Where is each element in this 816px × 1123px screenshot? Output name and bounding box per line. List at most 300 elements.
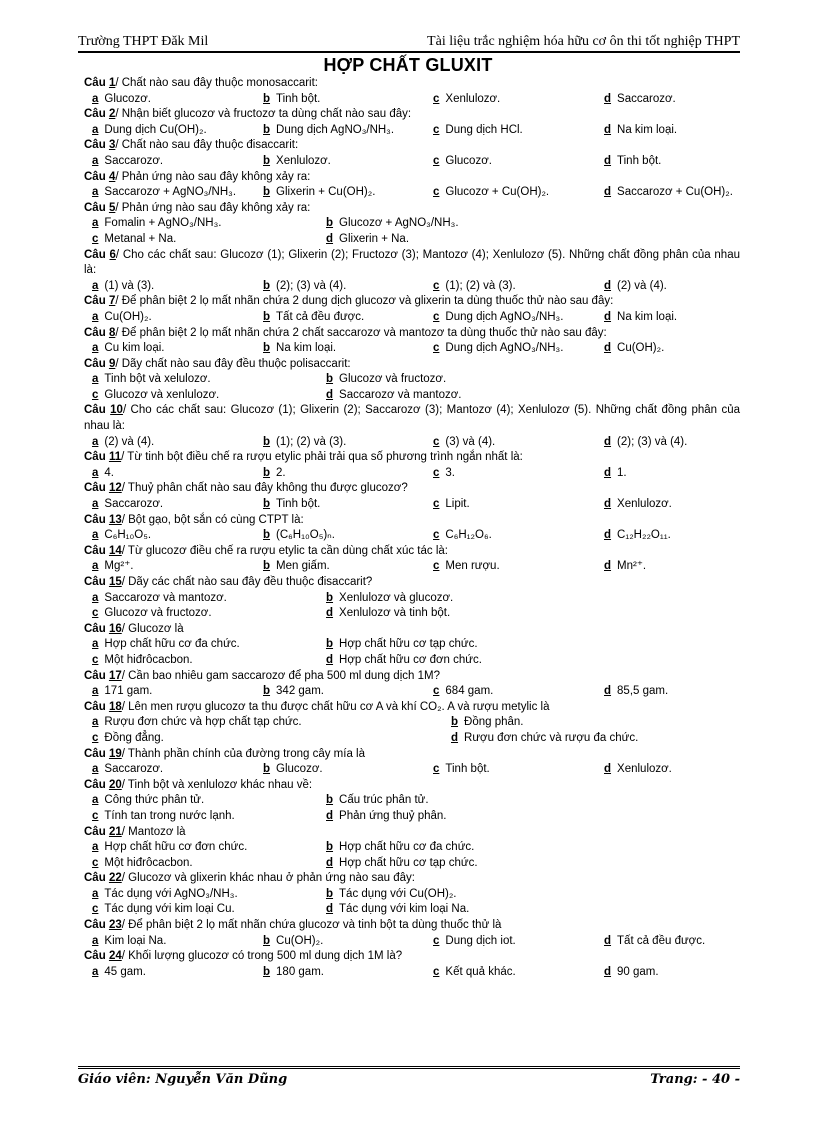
option-text: Mn²⁺. (617, 560, 647, 573)
option-letter: d (326, 388, 334, 401)
answer-row (78, 279, 740, 295)
option-text: (2); (3) và (4). (276, 279, 347, 292)
option-letter: b (326, 794, 334, 807)
question-label: Câu (84, 139, 106, 152)
option-text: Tính tan trong nước lạnh. (104, 809, 235, 822)
option-letter: a (92, 638, 99, 651)
question-num: 10 (110, 404, 123, 417)
question-stem: / Bột gạo, bột sắn có cùng CTPT là: (121, 513, 304, 526)
question-number (84, 77, 115, 89)
answer-row (78, 840, 740, 856)
option-letter: d (604, 763, 612, 776)
option-text: Saccarozơ + Cu(OH)₂. (617, 186, 733, 199)
option-letter: a (92, 435, 99, 448)
answer-row (78, 559, 740, 575)
answer-option-a (92, 185, 236, 201)
question-text (78, 403, 740, 434)
answer-row (78, 154, 740, 170)
option-text: Tinh bột. (617, 154, 662, 167)
question-label: Câu (84, 747, 106, 760)
question-number (84, 779, 122, 791)
answer-option-b (263, 965, 324, 981)
option-text: Glucozơ. (445, 154, 492, 167)
answer-option-c (433, 762, 490, 778)
question-number (84, 514, 122, 526)
question-stem: / Glucozơ và glixerin khác nhau ở phản ứng nào sau đây: (121, 872, 415, 885)
question-stem: / Khối lượng glucozơ có trong 500 ml dung dịch 1M là? (121, 950, 403, 963)
answer-option-d (604, 123, 677, 139)
answer-row (78, 902, 740, 918)
question-label: Câu (84, 357, 106, 370)
answer-option-b (263, 435, 346, 451)
question-num: 12 (108, 482, 122, 495)
question-text (78, 575, 740, 591)
question-item (78, 949, 740, 980)
question-number (84, 451, 121, 463)
question-text (78, 481, 740, 497)
question-number (84, 202, 115, 214)
question-stem: / Dãy các chất nào sau đây đều thuộc đisaccarit? (121, 576, 373, 588)
question-text (78, 107, 740, 123)
answer-option-d (604, 279, 667, 295)
question-text (78, 825, 740, 841)
option-text: Hợp chất hữu cơ đa chức. (104, 638, 240, 651)
option-letter: b (263, 560, 271, 573)
option-letter: c (92, 731, 99, 744)
option-letter: c (433, 186, 440, 199)
question-item (78, 622, 740, 669)
option-letter: a (92, 498, 99, 511)
page-number: Trang: - 40 - (650, 1072, 740, 1087)
option-letter: c (92, 856, 99, 869)
option-letter: b (326, 638, 334, 651)
option-text: Saccarozơ. (617, 92, 676, 105)
option-text: 180 gam. (276, 965, 324, 978)
option-letter: c (433, 435, 440, 448)
answer-option-d (604, 92, 676, 108)
question-text (78, 201, 740, 217)
answer-row (78, 216, 740, 232)
option-text: Na kim loại. (617, 123, 678, 136)
page-header (78, 34, 740, 52)
question-num: 23 (108, 919, 122, 932)
question-num: 17 (108, 669, 122, 682)
option-letter: c (92, 653, 99, 666)
question-item (78, 248, 740, 295)
answer-option-a (92, 840, 247, 856)
answer-option-d (604, 965, 659, 981)
question-label: Câu (84, 872, 106, 885)
question-item (78, 871, 740, 918)
question-stem: / Để phân biệt 2 lọ mất nhãn chứa 2 dung dịch glucozơ và glixerin ta dùng thuốc thử nào sau đây: (115, 295, 614, 308)
answer-row (78, 466, 740, 482)
answer-option-c (92, 388, 219, 404)
answer-option-b (326, 216, 459, 232)
answer-option-b (263, 310, 364, 326)
option-letter: d (604, 310, 612, 323)
answer-option-c (92, 653, 193, 669)
option-text: (2) và (4). (617, 279, 667, 292)
question-text (78, 669, 740, 685)
answer-option-a (92, 216, 221, 232)
option-text: Glixerin + Cu(OH)₂. (276, 186, 376, 199)
question-number (84, 139, 115, 151)
question-number (84, 249, 116, 261)
option-letter: d (326, 856, 334, 869)
option-text: Men rượu. (445, 560, 500, 573)
answer-option-b (326, 637, 478, 653)
answer-option-d (326, 653, 482, 669)
option-letter: d (604, 154, 612, 167)
question-num: 3 (108, 139, 116, 152)
answer-option-a (92, 934, 166, 950)
option-text: Saccarozơ và mantozơ. (339, 388, 462, 401)
option-text: 4. (104, 466, 114, 479)
answer-option-b (326, 793, 429, 809)
option-text: Xenlulozơ và tinh bột. (339, 607, 451, 620)
option-letter: b (263, 310, 271, 323)
answer-option-d (604, 435, 687, 451)
option-letter: d (604, 934, 612, 947)
question-label: Câu (84, 170, 106, 183)
question-label: Câu (84, 513, 106, 526)
question-label: Câu (84, 700, 106, 713)
answer-option-b (263, 341, 336, 357)
option-text: C₆H₁₂O₆. (445, 529, 492, 542)
answer-option-b (326, 840, 474, 856)
option-text: Cu(OH)₂. (617, 342, 665, 355)
option-text: Glucozơ và fructozơ. (104, 607, 212, 620)
answer-row (78, 684, 740, 700)
answer-row (78, 606, 740, 622)
answer-option-d (326, 232, 409, 248)
option-text: Công thức phân tử. (104, 794, 205, 807)
answer-option-c (433, 466, 455, 482)
answer-row (78, 965, 740, 981)
answer-row (78, 856, 740, 872)
answer-row (78, 762, 740, 778)
question-number (84, 872, 122, 884)
answer-option-c (433, 185, 549, 201)
question-num: 19 (108, 747, 122, 760)
answer-row (78, 310, 740, 326)
option-letter: a (92, 887, 99, 900)
question-stem: / Chất nào sau đây thuộc monosaccarit: (115, 77, 318, 89)
option-text: (2) và (4). (104, 435, 155, 448)
answer-option-d (604, 341, 664, 357)
question-text (78, 248, 740, 279)
option-letter: b (263, 965, 271, 978)
answer-option-d (326, 809, 446, 825)
question-num: 16 (108, 622, 122, 635)
option-text: Hợp chất hữu cơ đơn chức. (104, 841, 248, 854)
answer-option-d (604, 466, 627, 482)
question-label: Câu (84, 950, 106, 963)
option-letter: a (92, 217, 99, 230)
answer-row (78, 809, 740, 825)
answer-row (78, 232, 740, 248)
option-text: Dung dịch Cu(OH)₂. (104, 123, 207, 136)
option-text: Mg²⁺. (104, 560, 134, 573)
option-text: C₁₂H₂₂O₁₁. (617, 529, 671, 542)
option-text: Glucozơ. (104, 92, 151, 105)
option-letter: b (263, 186, 271, 199)
option-text: Dung dịch iot. (445, 934, 516, 947)
answer-option-d (604, 762, 672, 778)
answer-option-c (433, 435, 495, 451)
question-text (78, 450, 740, 466)
option-text: 684 gam. (445, 685, 494, 698)
answer-option-d (604, 559, 646, 575)
option-letter: a (92, 92, 99, 105)
option-text: Glucozơ và fructozơ. (339, 373, 447, 386)
option-letter: b (263, 92, 271, 105)
answer-option-a (92, 372, 211, 388)
question-text (78, 871, 740, 887)
option-letter: b (263, 154, 271, 167)
question-item (78, 825, 740, 872)
option-text: (2); (3) và (4). (617, 435, 688, 448)
question-label: Câu (84, 451, 106, 464)
answer-option-a (92, 466, 114, 482)
option-text: Tinh bột và xelulozơ. (104, 373, 211, 386)
question-item (78, 201, 740, 248)
option-text: Một hiđrôcacbon. (104, 653, 193, 666)
answer-option-c (92, 902, 235, 918)
answer-row (78, 653, 740, 669)
option-text: Na kim loại. (276, 342, 337, 355)
question-text (78, 544, 740, 560)
option-text: 90 gam. (617, 965, 659, 978)
question-number (84, 670, 122, 682)
option-letter: c (433, 965, 440, 978)
question-label: Câu (84, 576, 106, 588)
option-letter: a (92, 279, 99, 292)
option-letter: b (263, 279, 271, 292)
option-letter: d (326, 653, 334, 666)
option-text: Tác dụng với Cu(OH)₂. (339, 887, 457, 900)
question-label: Câu (84, 248, 106, 261)
option-text: Đồng phân. (464, 716, 524, 729)
question-num: 7 (108, 295, 116, 308)
option-letter: b (263, 934, 271, 947)
question-item (78, 778, 740, 825)
question-item (78, 76, 740, 107)
answer-option-c (433, 684, 493, 700)
option-letter: c (433, 560, 440, 573)
answer-option-a (92, 123, 207, 139)
answer-option-c (92, 809, 235, 825)
question-stem: / Thành phần chính của đường trong cây mía là (121, 747, 365, 760)
option-letter: b (326, 217, 334, 230)
option-text: (3) và (4). (445, 435, 496, 448)
option-text: (1); (2) và (3). (445, 279, 516, 292)
option-letter: a (92, 342, 99, 355)
option-text: (1); (2) và (3). (276, 435, 347, 448)
option-text: Kim loại Na. (104, 934, 167, 947)
option-letter: c (92, 809, 99, 822)
option-text: Kết quả khác. (445, 965, 516, 978)
question-number (84, 950, 122, 962)
option-letter: a (92, 310, 99, 323)
question-num: 21 (108, 825, 122, 838)
answer-option-a (92, 762, 163, 778)
option-letter: a (92, 154, 99, 167)
question-stem: / Cho các chất sau: Glucozơ (1); Glixerin (2); Saccarozơ (3); Mantozơ (4); Xenlulozơ (5). Những chất đồng phân của nhau là: (84, 404, 741, 433)
answer-row (78, 341, 740, 357)
question-number (84, 701, 122, 713)
answer-row (78, 388, 740, 404)
answer-option-d (451, 731, 638, 747)
question-stem: / Để phân biệt 2 lọ mất nhãn chứa 2 chất saccarozơ và mantozơ ta dùng thuốc thử nào sau đây: (115, 326, 607, 339)
option-letter: c (433, 154, 440, 167)
answer-option-a (92, 528, 151, 544)
answer-option-a (92, 965, 146, 981)
answer-option-c (92, 856, 193, 872)
option-text: Tác dụng với AgNO₃/NH₃. (104, 887, 238, 900)
question-number (84, 171, 115, 183)
answer-option-c (433, 92, 500, 108)
question-item (78, 544, 740, 575)
question-number (84, 327, 115, 339)
question-stem: / Chất nào sau đây thuộc đisaccarit: (115, 139, 299, 152)
option-letter: b (263, 685, 271, 698)
option-letter: a (92, 466, 99, 479)
question-list (78, 76, 740, 980)
option-text: Đồng đẳng. (104, 731, 164, 744)
answer-option-d (604, 185, 733, 201)
option-text: Cu(OH)₂. (104, 310, 152, 323)
answer-option-d (604, 528, 671, 544)
option-text: Glucozơ + AgNO₃/NH₃. (339, 217, 459, 230)
answer-row (78, 123, 740, 139)
answer-option-a (92, 887, 238, 903)
question-text (78, 918, 740, 934)
answer-row (78, 185, 740, 201)
answer-option-a (92, 793, 204, 809)
answer-row (78, 715, 740, 731)
answer-option-c (433, 123, 523, 139)
header-rule (78, 51, 740, 53)
option-letter: a (92, 373, 99, 386)
question-text (78, 622, 740, 638)
option-letter: a (92, 841, 99, 854)
question-label: Câu (84, 201, 106, 214)
option-text: Tất cả đều được. (617, 934, 706, 947)
question-text (78, 357, 740, 373)
option-letter: a (92, 685, 99, 698)
question-text (78, 949, 740, 965)
question-number (84, 482, 122, 494)
question-text (78, 778, 740, 794)
answer-option-b (326, 591, 453, 607)
option-text: Tất cả đều được. (276, 310, 365, 323)
answer-option-a (92, 435, 154, 451)
option-letter: d (604, 186, 612, 199)
option-letter: d (604, 685, 612, 698)
option-text: Saccarozơ. (104, 498, 164, 511)
option-text: Rượu đơn chức và hợp chất tạp chức. (104, 716, 302, 729)
question-number (84, 295, 115, 307)
option-letter: c (433, 498, 440, 511)
answer-option-c (92, 232, 176, 248)
question-item (78, 575, 740, 622)
option-text: Tinh bột. (276, 92, 321, 105)
document-subtitle: Tài liệu trắc nghiệm hóa hữu cơ ôn thi tốt nghiệp THPT (427, 34, 740, 49)
answer-option-b (263, 123, 394, 139)
option-letter: b (263, 466, 271, 479)
option-letter: c (433, 685, 440, 698)
option-text: Hợp chất hữu cơ tạp chức. (339, 638, 478, 651)
question-item (78, 747, 740, 778)
answer-option-d (326, 606, 450, 622)
answer-option-b (326, 887, 457, 903)
answer-option-d (604, 934, 705, 950)
answer-option-a (92, 92, 151, 108)
option-letter: b (451, 716, 459, 729)
question-item (78, 403, 740, 450)
option-text: Tinh bột. (276, 498, 321, 511)
answer-option-d (604, 310, 677, 326)
option-letter: b (263, 123, 271, 136)
answer-row (78, 793, 740, 809)
option-letter: a (92, 965, 99, 978)
answer-option-b (263, 92, 320, 108)
answer-option-a (92, 591, 227, 607)
question-num: 8 (108, 326, 116, 339)
option-letter: a (92, 934, 99, 947)
option-text: Dung dịch AgNO₃/NH₃. (445, 310, 564, 323)
question-text (78, 294, 740, 310)
option-text: (1) và (3). (104, 279, 155, 292)
question-item (78, 700, 740, 747)
question-number (84, 358, 115, 370)
question-item (78, 170, 740, 201)
question-stem: / Glucozơ là (121, 622, 184, 635)
option-text: Rượu đơn chức và rượu đa chức. (464, 731, 639, 744)
question-item (78, 918, 740, 949)
answer-option-b (263, 684, 324, 700)
question-num: 4 (108, 170, 116, 183)
question-stem: / Nhận biết glucozơ và fructozơ ta dùng chất nào sau đây: (115, 108, 412, 121)
option-letter: c (92, 232, 99, 245)
question-item (78, 138, 740, 169)
question-stem: / Từ tinh bột điều chế ra rượu etylic phải trải qua số phương trình ngắn nhất là: (121, 451, 523, 464)
question-stem: / Phản ứng nào sau đây không xảy ra: (115, 170, 311, 183)
answer-option-c (433, 154, 492, 170)
question-text (78, 513, 740, 529)
school-name: Trường THPT Đăk Mil (78, 34, 209, 49)
question-number (84, 623, 122, 635)
answer-option-b (326, 372, 446, 388)
question-stem: / Từ glucozơ điều chế ra rượu etylic ta cần dùng chất xúc tác là: (121, 544, 448, 557)
option-text: 342 gam. (276, 685, 324, 698)
question-stem: / Để phân biệt 2 lọ mất nhãn chứa glucozơ và tinh bột ta dùng thuốc thử là (121, 919, 502, 932)
option-text: Xenlulozơ. (276, 154, 331, 167)
answer-option-a (92, 341, 164, 357)
option-text: Hợp chất hữu cơ đơn chức. (339, 653, 482, 666)
option-text: Cấu trúc phân tử. (339, 794, 429, 807)
question-number (84, 919, 122, 931)
option-text: Tinh bột. (445, 763, 490, 776)
answer-option-c (433, 341, 563, 357)
answer-option-d (604, 154, 661, 170)
option-letter: d (604, 342, 612, 355)
option-text: Saccarozơ + AgNO₃/NH₃. (104, 186, 237, 199)
option-letter: d (326, 607, 334, 620)
answer-option-c (433, 497, 470, 513)
option-letter: c (92, 388, 99, 401)
